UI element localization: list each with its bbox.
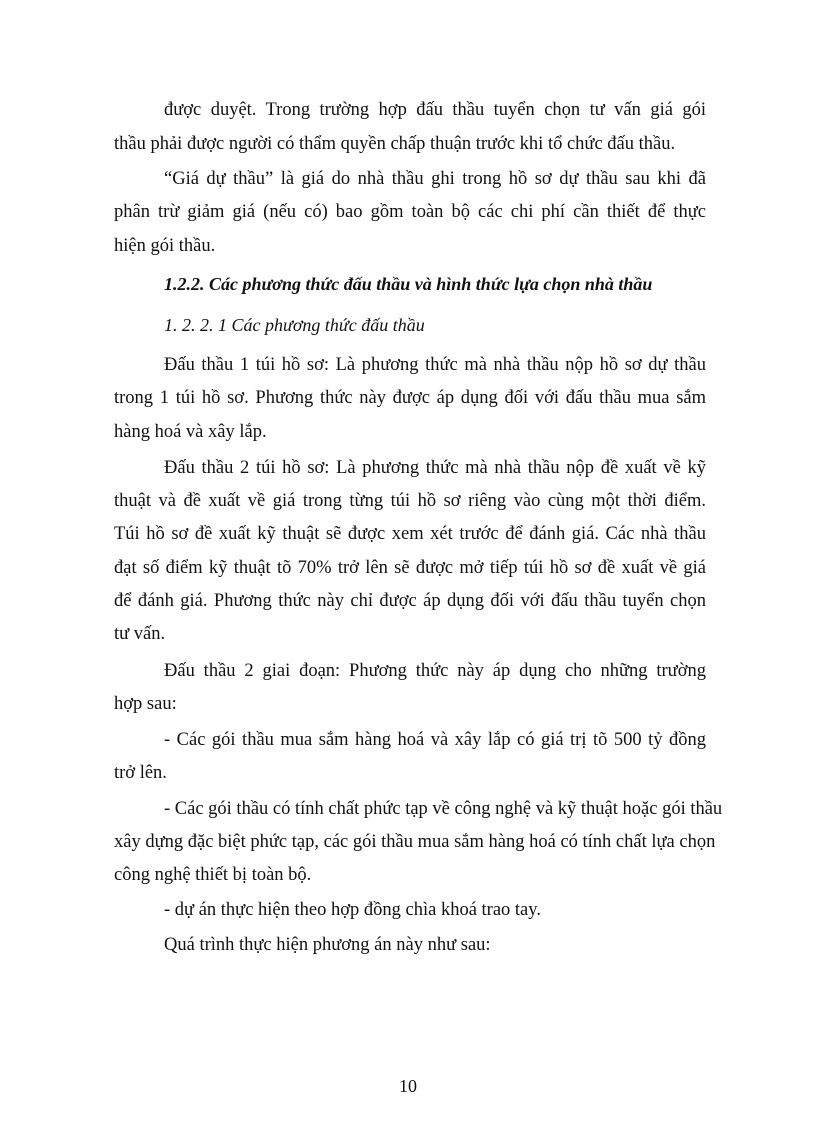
bullet-line: trở lên.: [114, 763, 167, 783]
paragraph-line: Quá trình thực hiện phương án này như sau:: [164, 935, 491, 955]
paragraph-line: hợp sau:: [114, 694, 177, 714]
paragraph-line: “Giá dự thầu” là giá do nhà thầu ghi trong hồ sơ dự thầu sau khi đã: [164, 169, 706, 189]
paragraph-line: phân trừ giảm giá (nếu có) bao gồm toàn bộ các chi phí cần thiết để thực: [114, 202, 706, 222]
bullet-line: - Các gói thầu có tính chất phức tạp về công nghệ và kỹ thuật hoặc gói thầu: [164, 799, 723, 819]
paragraph-line: được duyệt. Trong trường hợp đấu thầu tuyển chọn tư vấn giá gói: [164, 100, 706, 120]
bullet-line: công nghệ thiết bị toàn bộ.: [114, 865, 312, 885]
paragraph-line: thuật và đề xuất về giá trong từng túi hồ sơ riêng vào cùng một thời điểm.: [114, 491, 706, 511]
paragraph-line: tư vấn.: [114, 624, 166, 644]
paragraph-line: hàng hoá và xây lắp.: [114, 422, 267, 442]
paragraph-line: hiện gói thầu.: [114, 236, 216, 256]
bullet-line: - dự án thực hiện theo hợp đồng chìa khoá trao tay.: [164, 900, 541, 920]
paragraph-line: Túi hồ sơ đề xuất kỹ thuật sẽ được xem xét trước để đánh giá. Các nhà thầu: [114, 524, 706, 544]
bullet-line: xây dựng đặc biệt phức tạp, các gói thầu mua sắm hàng hoá có tính chất lựa chọn: [114, 832, 716, 852]
paragraph-line: đạt số điểm kỹ thuật tõ 70% trở lên sẽ được mở tiếp túi hồ sơ đề xuất về giá: [114, 558, 706, 578]
paragraph-line: để đánh giá. Phương thức này chỉ được áp dụng đối với đấu thầu tuyển chọn: [114, 591, 706, 611]
paragraph-line: trong 1 túi hồ sơ. Phương thức này được áp dụng đối với đấu thầu mua sắm: [114, 388, 706, 408]
section-heading: 1.2.2. Các phương thức đấu thầu và hình thức lựa chọn nhà thầu: [164, 274, 653, 294]
paragraph-line: thầu phải được người có thẩm quyền chấp thuận trước khi tổ chức đấu thầu.: [114, 134, 676, 154]
paragraph-line: Đấu thầu 1 túi hồ sơ: Là phương thức mà nhà thầu nộp hồ sơ dự thầu: [164, 355, 706, 375]
paragraph-line: Đấu thầu 2 giai đoạn: Phương thức này áp dụng cho những trường: [164, 661, 706, 681]
subsection-heading: 1. 2. 2. 1 Các phương thức đấu thầu: [164, 315, 425, 335]
bullet-line: - Các gói thầu mua sắm hàng hoá và xây lắp có giá trị tõ 500 tỷ đồng: [164, 730, 706, 750]
paragraph-line: Đấu thầu 2 túi hồ sơ: Là phương thức mà nhà thầu nộp đề xuất về kỹ: [164, 458, 706, 478]
page-number: 10: [399, 1076, 417, 1096]
